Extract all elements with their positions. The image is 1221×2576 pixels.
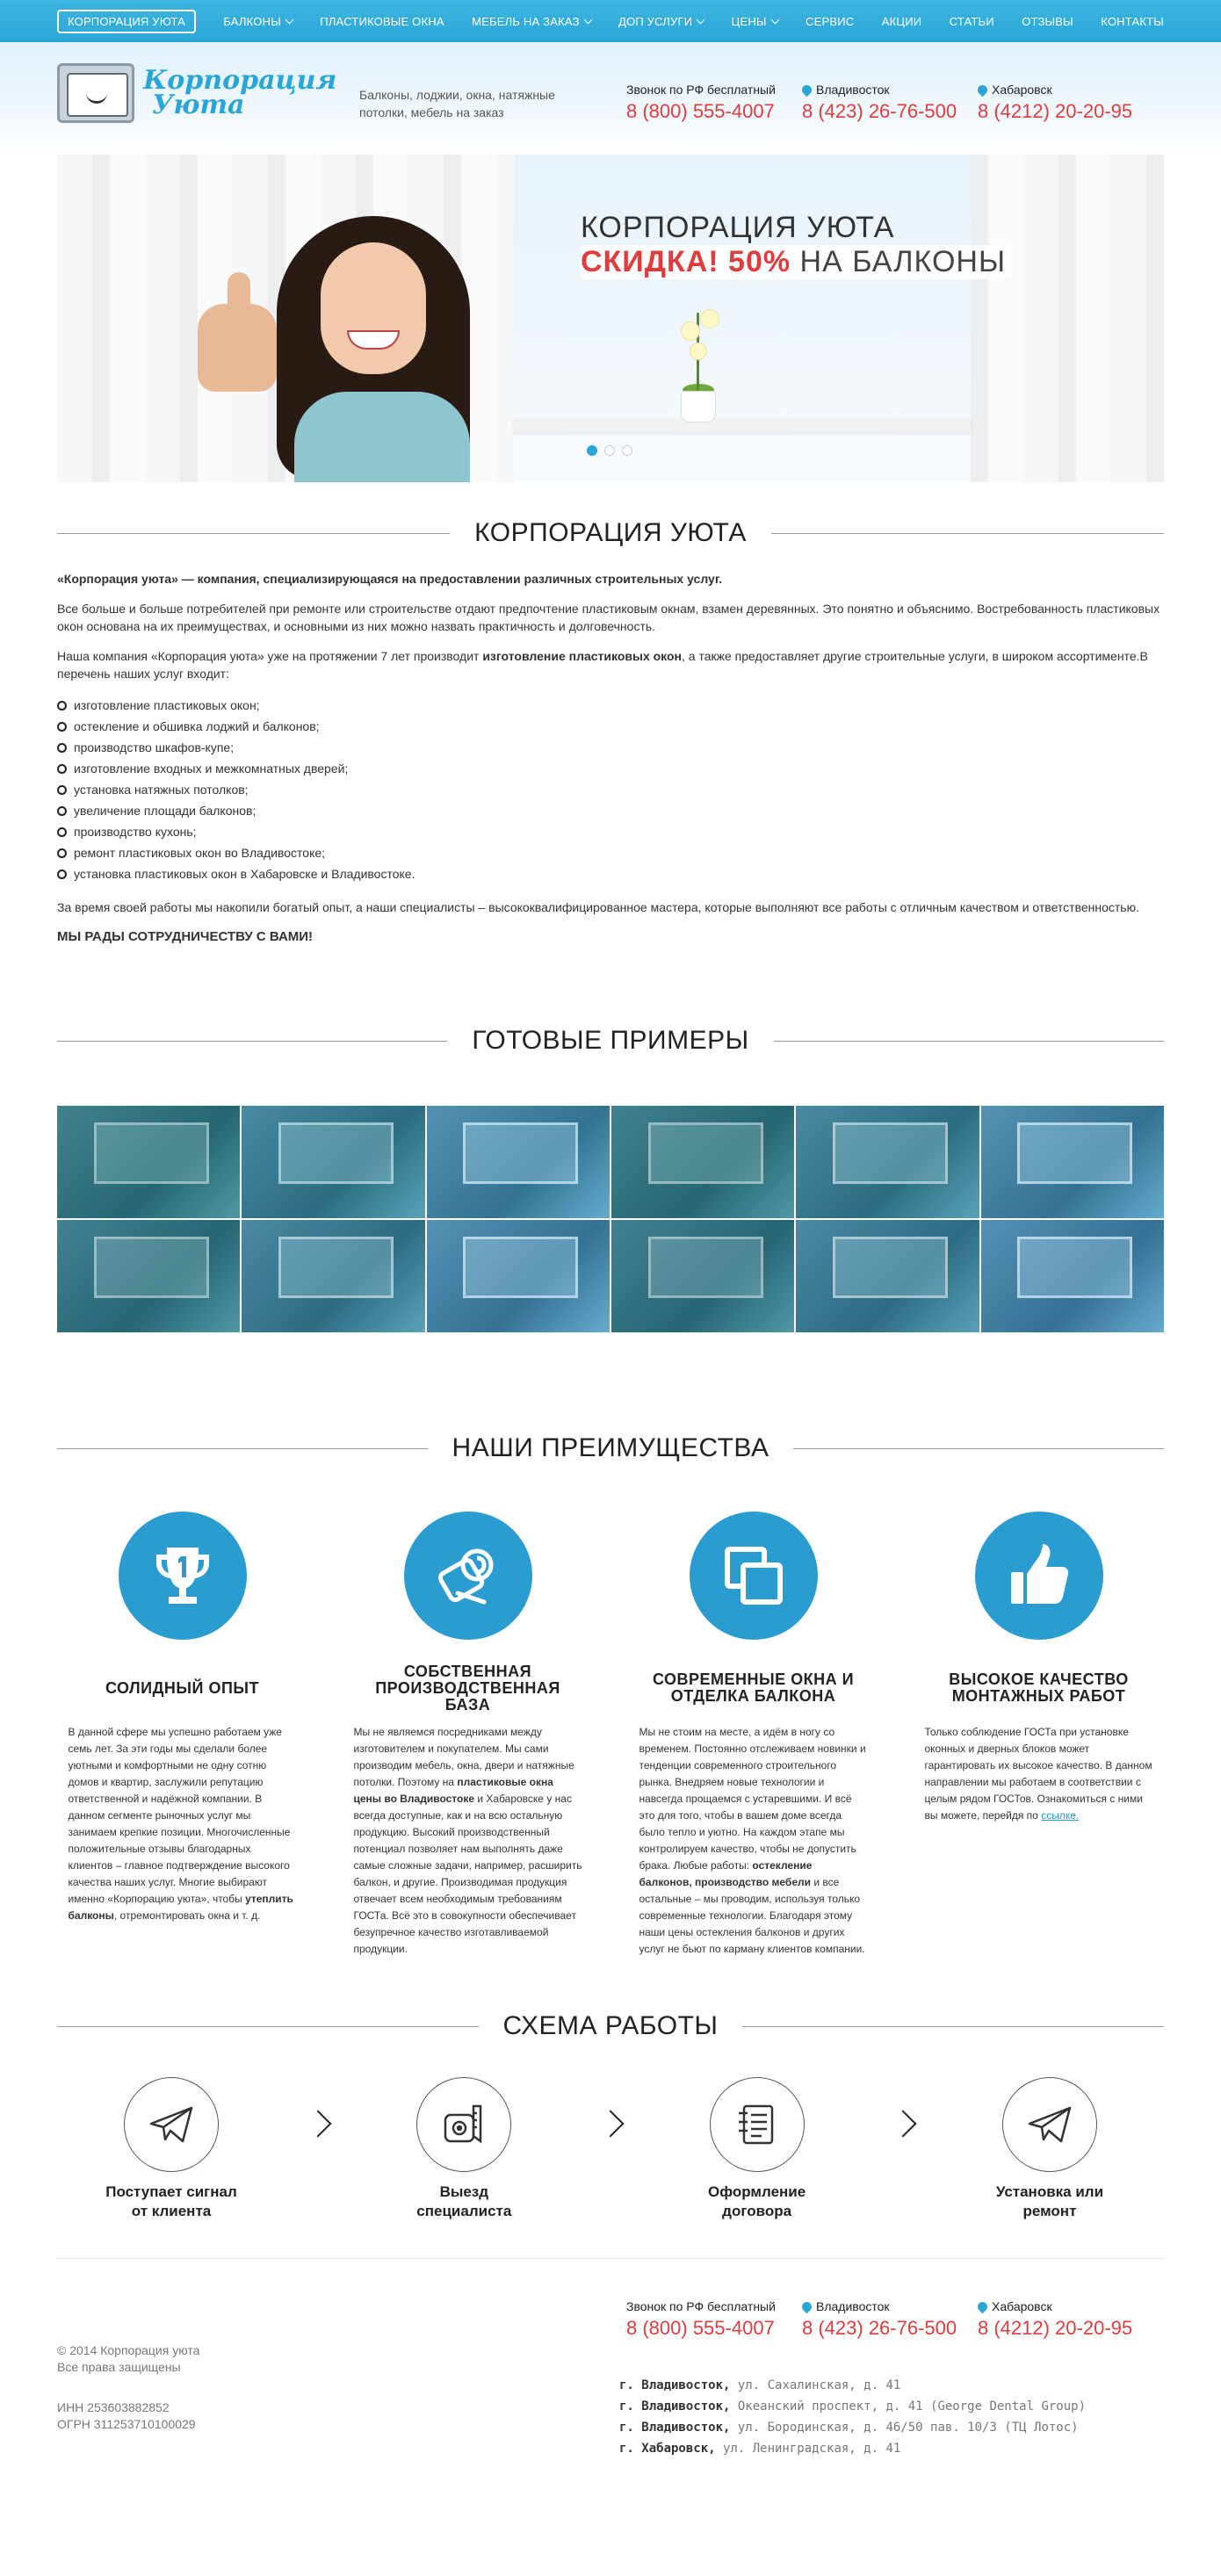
slider-dot[interactable] <box>604 445 615 456</box>
slider-dot[interactable] <box>622 445 632 456</box>
gallery-photo[interactable] <box>981 1220 1164 1332</box>
nav-item-group[interactable] <box>472 15 591 28</box>
paper-plane-icon <box>124 2077 219 2172</box>
about-paragraph: Наша компания «Корпорация уюта» уже на протяжении 7 лет производит изготовление пластиковых окон, а также предоставляет другие строительные услуги, в широком ассортименте.В перечень наших услуг входит: <box>57 649 1148 681</box>
contract-icon <box>710 2077 805 2172</box>
slide-title-line1: КОРПОРАЦИЯ УЮТА <box>581 211 895 244</box>
about-heading <box>57 507 1164 559</box>
phone-block <box>978 2299 1132 2340</box>
paper-plane-icon <box>1002 2077 1097 2172</box>
bullet-circle-icon <box>57 764 67 774</box>
step-label: Поступает сигнал от клиента <box>105 2183 237 2219</box>
address-line: г. Владивосток, Океанский проспект, д. 41 (George Dental Group) <box>619 2399 1087 2414</box>
phone-block <box>978 83 1132 123</box>
list-item: изготовление пластиковых окон; <box>57 695 1164 716</box>
logo[interactable] <box>57 63 336 123</box>
advantage-title: СОЛИДНЫЙ ОПЫТ <box>105 1678 260 1697</box>
gallery-photo[interactable] <box>427 1220 610 1332</box>
nav-item[interactable]: ЦЕНЫ <box>731 14 767 28</box>
nav-dropdown[interactable] <box>223 15 293 28</box>
gallery-photo[interactable] <box>242 1220 424 1332</box>
phone-label: Владивосток <box>802 2299 957 2313</box>
list-item: производство шкафов-купе; <box>57 737 1164 758</box>
gallery-photo[interactable] <box>796 1106 979 1218</box>
phone-label: Звонок по РФ бесплатный <box>626 83 776 97</box>
windows-icon <box>690 1512 818 1640</box>
list-item: увеличение площади балконов; <box>57 800 1164 821</box>
header-tagline: Балконы, лоджии, окна, натяжные потолки, мебель на заказ <box>359 88 555 119</box>
chevron-right-icon <box>304 2110 331 2137</box>
gallery-photo[interactable] <box>242 1106 424 1218</box>
about-paragraph: Все больше и больше потребителей при ремонте или строительстве отдают предпочтение пластиковым окнам, взамен деревянных. Это понятно и объяснимо. Востребованность пластиковых окон основана на их преимуществах, и основными из них можно назвать практичность и долговечность. <box>57 602 1160 633</box>
advantage-item <box>57 1512 307 1958</box>
site-header <box>0 42 1221 155</box>
slider-dot[interactable] <box>587 445 597 456</box>
examples-gallery <box>57 1106 1164 1332</box>
services-list <box>57 695 1164 884</box>
nav-item[interactable]: МЕБЕЛЬ НА ЗАКАЗ <box>472 14 580 28</box>
nav-item[interactable]: ПЛАСТИКОВЫЕ ОКНА <box>320 14 444 28</box>
address-line: г. Владивосток, ул. Бородинская, д. 46/50 пав. 10/3 (ТЦ Лотос) <box>619 2421 1079 2435</box>
slide-window-image <box>514 155 971 482</box>
advantage-title: СОБСТВЕННАЯ ПРОИЗВОДСТВЕННАЯ БАЗА <box>375 1662 560 1714</box>
logo-text: Корпорация Уюта <box>143 65 337 120</box>
advantage-title: ВЫСОКОЕ КАЧЕСТВО МОНТАЖНЫХ РАБОТ <box>949 1670 1129 1705</box>
gallery-photo[interactable] <box>981 1106 1164 1218</box>
bullet-circle-icon <box>57 848 67 858</box>
nav-menu <box>57 0 1164 42</box>
nav-item-group[interactable] <box>732 15 778 28</box>
scheme-step <box>962 2077 1138 2221</box>
chevron-down-icon <box>285 15 293 24</box>
nav-dropdown[interactable] <box>618 15 704 28</box>
hero-slider[interactable] <box>57 155 1164 482</box>
location-pin-icon <box>800 2299 814 2313</box>
advantage-text: Мы не стоим на месте, а идём в ногу со временем. Постоянно отслеживаем новинки и тенденции современного строительного рынка. Внедряем новые технологии и навсегда прощаемся с устаревшими. И всё это для того, чтобы в вашем доме всегда было тепло и уютно. На каждом этапе мы контролируем качество, чтобы не допустить брака. Любые работы: остекление балконов, производство мебели и все остальные – мы проводим, используя только современные технологии. Благодаря этому наши цены остекления балконов и других услуг не бьют по карману клиентов компании. <box>639 1726 866 1955</box>
nav-item[interactable]: СЕРВИС <box>806 14 855 28</box>
bullet-circle-icon <box>57 827 67 837</box>
thumbs-up-icon <box>975 1512 1103 1640</box>
phone-block <box>626 2299 776 2340</box>
about-cta: МЫ РАДЫ СОТРУДНИЧЕСТВУ С ВАМИ! <box>57 929 314 944</box>
gallery-heading <box>57 1014 1164 1067</box>
address-line: г. Хабаровск, ул. Ленинградская, д. 41 <box>619 2442 901 2456</box>
advantage-text: В данной сфере мы успешно работаем уже семь лет. За эти годы мы сделали более уютными и комфортными не одну сотню домов и квартир, заслужили репутацию ответственной и надёжной компании. В данном сегменте рыночных услуг мы занимаем крепкие позиции. Многочисленные положительные отзывы благодарных клиентов – главное подтверждение высокого качества наших услуг. Многие выбирают именно «Корпорацию уюта», чтобы утеплить балконы, отремонтировать окна и т. д. <box>68 1726 293 1922</box>
bullet-circle-icon <box>57 743 67 753</box>
nav-item[interactable]: БАЛКОНЫ <box>223 14 281 28</box>
phone-number[interactable]: 8 (4212) 20-20-95 <box>978 100 1133 122</box>
list-item: производство кухонь; <box>57 821 1164 842</box>
footer-company-ids: ИНН 253603882852 ОГРН 311253710100029 <box>57 2400 196 2431</box>
scheme-step <box>376 2077 552 2221</box>
phone-number[interactable]: 8 (800) 555-4007 <box>626 100 775 122</box>
nav-item[interactable]: ОТЗЫВЫ <box>1022 14 1073 28</box>
slide-title <box>581 211 1011 279</box>
phone-label: Хабаровск <box>978 2299 1132 2313</box>
nav-item-group[interactable] <box>618 15 704 28</box>
list-item: установка натяжных потолков; <box>57 779 1164 800</box>
work-scheme <box>57 2077 1164 2221</box>
phone-number[interactable]: 8 (800) 555-4007 <box>626 2317 775 2339</box>
gallery-photo[interactable] <box>57 1220 240 1332</box>
tape-icon <box>404 1512 532 1640</box>
nav-item[interactable]: КОНТАКТЫ <box>1101 14 1164 28</box>
phone-block <box>802 83 957 123</box>
gallery-photo[interactable] <box>427 1106 610 1218</box>
slide-title-line2: СКИДКА! 50% НА БАЛКОНЫ <box>581 245 1011 279</box>
footer-copyright: © 2014 Корпорация уюта Все права защищены <box>57 2343 200 2374</box>
phone-number[interactable]: 8 (423) 26-76-500 <box>802 100 957 122</box>
gallery-photo[interactable] <box>796 1220 979 1332</box>
about-intro: «Корпорация уюта» — компания, специализирующаяся на предоставлении различных строительных услуг. <box>57 572 723 586</box>
list-item: ремонт пластиковых окон во Владивостоке; <box>57 842 1164 863</box>
phone-block <box>626 83 776 123</box>
gallery-photo[interactable] <box>57 1106 240 1218</box>
step-label: Выезд специалиста <box>416 2183 512 2219</box>
tape-measure-icon <box>416 2077 511 2172</box>
chevron-down-icon <box>583 15 592 24</box>
bullet-circle-icon <box>57 722 67 732</box>
advantage-title: СОВРЕМЕННЫЕ ОКНА И ОТДЕЛКА БАЛКОНА <box>652 1670 855 1705</box>
scheme-step <box>669 2077 845 2221</box>
phone-label: Владивосток <box>802 83 957 97</box>
phone-label: Звонок по РФ бесплатный <box>626 2299 776 2313</box>
advantages-heading <box>57 1422 1164 1475</box>
advantages-section <box>57 1512 1164 1958</box>
bullet-circle-icon <box>57 785 67 795</box>
phone-number[interactable]: 8 (423) 26-76-500 <box>802 2317 957 2339</box>
bullet-circle-icon <box>57 806 67 816</box>
bullet-circle-icon <box>57 701 67 711</box>
list-item: остекление и обшивка лоджий и балконов; <box>57 716 1164 737</box>
chevron-right-icon <box>596 2110 624 2137</box>
advantage-item <box>914 1512 1164 1958</box>
orchid-image <box>663 304 733 422</box>
about-section <box>57 570 1164 946</box>
gallery-photo[interactable] <box>611 1220 794 1332</box>
nav-dropdown[interactable] <box>472 15 591 28</box>
nav-item[interactable]: КОРПОРАЦИЯ УЮТА <box>57 10 196 33</box>
section-title: ГОТОВЫЕ ПРИМЕРЫ <box>472 1026 749 1055</box>
slide-discount: СКИДКА! 50% <box>581 245 791 278</box>
section-title: КОРПОРАЦИЯ УЮТА <box>474 518 747 547</box>
location-pin-icon <box>976 83 990 97</box>
nav-item[interactable]: СТАТЬИ <box>949 14 994 28</box>
trophy-icon <box>119 1512 247 1640</box>
advantage-item <box>343 1512 593 1958</box>
about-paragraph: За время своей работы мы накопили богатый опыт, а наши специалисты – высококвалифицированное мастера, которые выполняют все работы с отличным качеством и ответственностью. <box>57 900 1139 914</box>
address-line: г. Владивосток, ул. Сахалинская, д. 41 <box>619 2378 901 2392</box>
phone-label: Хабаровск <box>978 83 1132 97</box>
step-label: Оформление договора <box>708 2183 806 2219</box>
chevron-down-icon <box>770 15 779 24</box>
location-pin-icon <box>976 2299 990 2313</box>
site-footer <box>57 2258 1164 2495</box>
slider-dots <box>587 445 632 456</box>
scheme-step <box>83 2077 259 2221</box>
location-pin-icon <box>800 83 814 97</box>
advantage-text: Мы не являемся посредниками между изготовителем и покупателем. Мы сами производим мебель, окна, двери и натяжные потолки. Поэтому на пластиковые окна цены во Владивостоке и Хабаровске у нас всегда доступные, как и на всю остальную продукцию. Высокий производственный потенциал позволяет нам выполнять даже самые сложные задачи, например, расширить балкон, и другие. Производимая продукция отвечает всем необходимым требованиям ГОСТа. Всё это в совокупности обеспечивает безупречное качество изготавливаемой продукции. <box>353 1726 582 1955</box>
step-label: Установка или ремонт <box>995 2183 1104 2219</box>
list-item: установка пластиковых окон в Хабаровске и Владивостоке. <box>57 863 1164 884</box>
phone-block <box>802 2299 957 2340</box>
list-item: изготовление входных и межкомнатных дверей; <box>57 758 1164 779</box>
gost-link[interactable]: ссылке. <box>1041 1809 1080 1822</box>
gallery-photo[interactable] <box>611 1106 794 1218</box>
section-title: СХЕМА РАБОТЫ <box>502 2011 719 2040</box>
nav-item[interactable]: АКЦИИ <box>881 14 922 28</box>
advantage-text: Только соблюдение ГОСТа при установке оконных и дверных блоков может гарантировать их высокое качество. В данном направлении мы работаем в соответствии с целым рядом ГОСТов. Ознакомиться с ними вы можете, перейдя по ссылке. <box>924 1726 1152 1822</box>
chevron-down-icon <box>697 15 705 24</box>
bullet-circle-icon <box>57 869 67 879</box>
chevron-right-icon <box>890 2110 917 2137</box>
nav-item-group[interactable] <box>223 15 293 28</box>
top-navigation <box>0 0 1221 42</box>
woman-thumbs-up-image <box>259 207 488 482</box>
footer-addresses <box>619 2375 1086 2459</box>
section-title: НАШИ ПРЕИМУЩЕСТВА <box>452 1433 769 1462</box>
advantage-item <box>628 1512 878 1958</box>
logo-window-icon <box>57 63 134 123</box>
nav-item[interactable]: ДОП УСЛУГИ <box>618 14 693 28</box>
nav-dropdown[interactable] <box>732 15 778 28</box>
phone-number[interactable]: 8 (4212) 20-20-95 <box>978 2317 1133 2339</box>
slide-windowsill <box>514 418 971 432</box>
scheme-heading <box>57 2000 1164 2053</box>
